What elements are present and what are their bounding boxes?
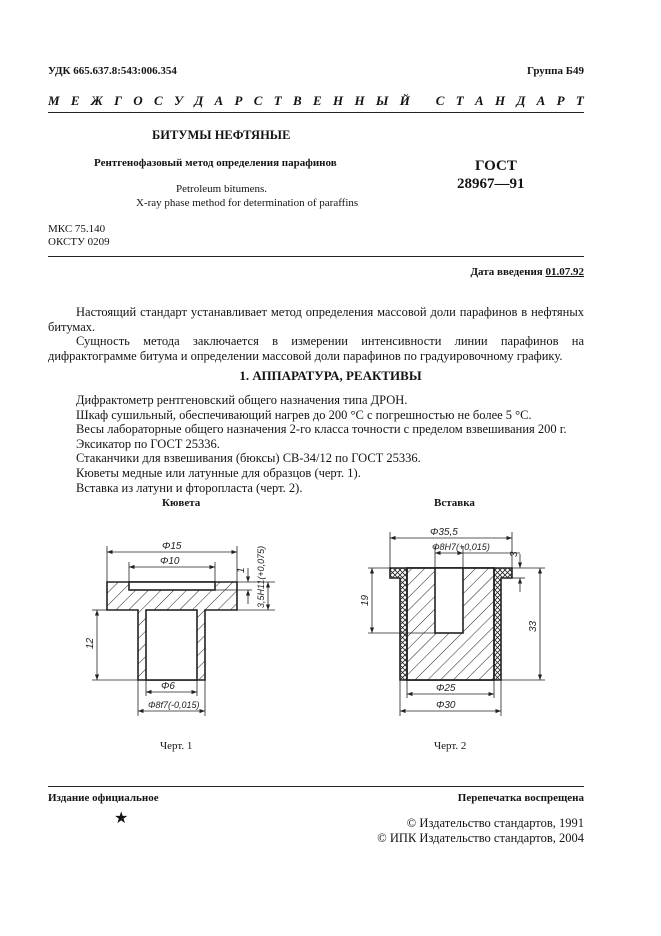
dim-d15: Φ15: [162, 541, 182, 552]
dim-h35: 3,5H11(+0,075): [256, 545, 266, 608]
list-item: Эксикатор по ГОСТ 25336.: [76, 436, 220, 451]
banner-letter: Р: [234, 93, 243, 108]
dim-h3: 3: [509, 551, 520, 557]
star-icon: ★: [114, 810, 129, 827]
introduction-date: Дата введения 01.07.92: [470, 266, 584, 278]
document-subtitle: Рентгенофазовый метод определения парафинов: [94, 157, 337, 169]
dim-h1: 1: [236, 567, 247, 573]
gost-number: 28967—91: [457, 176, 525, 192]
banner-letter: Н: [354, 93, 365, 108]
gost-label: ГОСТ: [475, 158, 517, 174]
section-1-title: 1. АППАРАТУРА, РЕАКТИВЫ: [239, 368, 422, 383]
list-item: Шкаф сушильный, обеспечивающий нагрев до 200 °С с погрешностью не более 5 °С.: [76, 407, 532, 422]
insert-slot: [435, 568, 463, 633]
list-item: Стаканчики для взвешивания (бюксы) СВ-34/12 по ГОСТ 25336.: [76, 451, 421, 466]
footer-rule: [48, 786, 584, 787]
cuvette-bore: [146, 610, 197, 680]
okstu-code: ОКСТУ 0209: [48, 236, 110, 248]
dim-d355: Φ35,5: [430, 527, 458, 538]
introduction-date-value: 01.07.92: [545, 266, 584, 278]
banner-letter: Г: [114, 93, 122, 108]
banner-letter: М: [48, 93, 60, 108]
banner-letter: Ж: [90, 93, 103, 108]
reprint-prohibited: Перепечатка воспрещена: [457, 792, 584, 804]
list-item: Вставка из латуни и фторопласта (черт. 2).: [76, 480, 303, 495]
list-item: Весы лабораторные общего назначения 2-го класса точности с пределом взвешивания 200 г.: [76, 422, 567, 437]
figure-2-label: Черт. 2: [434, 740, 467, 752]
figure-1-caption: Кювета: [162, 497, 201, 509]
english-title-line1: Petroleum bitumens.: [176, 183, 268, 195]
banner-letter: Н: [333, 93, 344, 108]
dim-d25: Φ25: [436, 683, 456, 694]
banner-letter: Т: [455, 93, 464, 108]
banner-letter: А: [475, 93, 484, 108]
dim-d10: Φ10: [160, 556, 180, 567]
banner-letter: С: [253, 93, 263, 108]
figure-1-label: Черт. 1: [160, 740, 193, 752]
banner-letter: Й: [399, 93, 410, 108]
banner-letter: О: [133, 93, 143, 108]
paragraph-scope: Настоящий стандарт устанавливает метод определения массовой доли парафинов в нефтяных битумах.: [48, 305, 584, 334]
banner-letter: У: [173, 93, 184, 108]
banner-letter: Д: [516, 93, 526, 108]
paragraph-essence: Сущность метода заключается в измерении интенсивности линии парафинов на дифрактограмме битума и определении массовой доли парафинов по градуировочному графику.: [48, 334, 584, 363]
banner-letter: А: [214, 93, 224, 108]
banner-letter: С: [153, 93, 163, 108]
banner-letter: Т: [575, 93, 584, 108]
dim-d8f7: Φ8f7(-0,015): [148, 700, 200, 710]
copyright-1991: © Издательство стандартов, 1991: [406, 816, 584, 830]
dim-d8h7: Φ8H7(+0,015): [432, 542, 490, 552]
cuvette-drawing: [107, 582, 237, 680]
document-title: БИТУМЫ НЕФТЯНЫЕ: [152, 128, 291, 142]
insert-drawing: [390, 568, 512, 680]
copyright-2004: © ИПК Издательство стандартов, 2004: [377, 831, 584, 845]
official-edition: Издание официальное: [48, 792, 159, 804]
banner-letter: А: [536, 93, 546, 108]
group-code: Группа Б49: [527, 65, 584, 77]
banner-letter: Ы: [375, 93, 389, 108]
dim-h19: 19: [360, 594, 371, 606]
banner-letter: Е: [70, 93, 80, 108]
mks-code: МКС 75.140: [48, 223, 106, 235]
dim-h33: 33: [528, 620, 539, 632]
dim-d30: Φ30: [436, 700, 456, 711]
banner-letter: В: [293, 93, 302, 108]
list-item: Кюветы медные или латунные для образцов (черт. 1).: [76, 465, 361, 480]
banner-letter: Д: [194, 93, 204, 108]
dim-h12: 12: [85, 637, 96, 649]
udk-code: УДК 665.637.8:543:006.354: [48, 65, 177, 77]
banner-letter: Т: [273, 93, 282, 108]
figure-2-caption: Вставка: [434, 497, 475, 509]
banner-letter: Е: [313, 93, 322, 108]
banner-letter: Н: [495, 93, 506, 108]
english-title-line2: X-ray phase method for determination of paraffins: [136, 197, 359, 209]
dim-d6: Φ6: [161, 681, 175, 692]
banner-letter: Р: [556, 93, 565, 108]
cuvette-recess: [129, 582, 215, 590]
list-item: Дифрактометр рентгеновский общего назначения типа ДРОН.: [76, 393, 408, 407]
banner-letter: С: [435, 93, 445, 108]
